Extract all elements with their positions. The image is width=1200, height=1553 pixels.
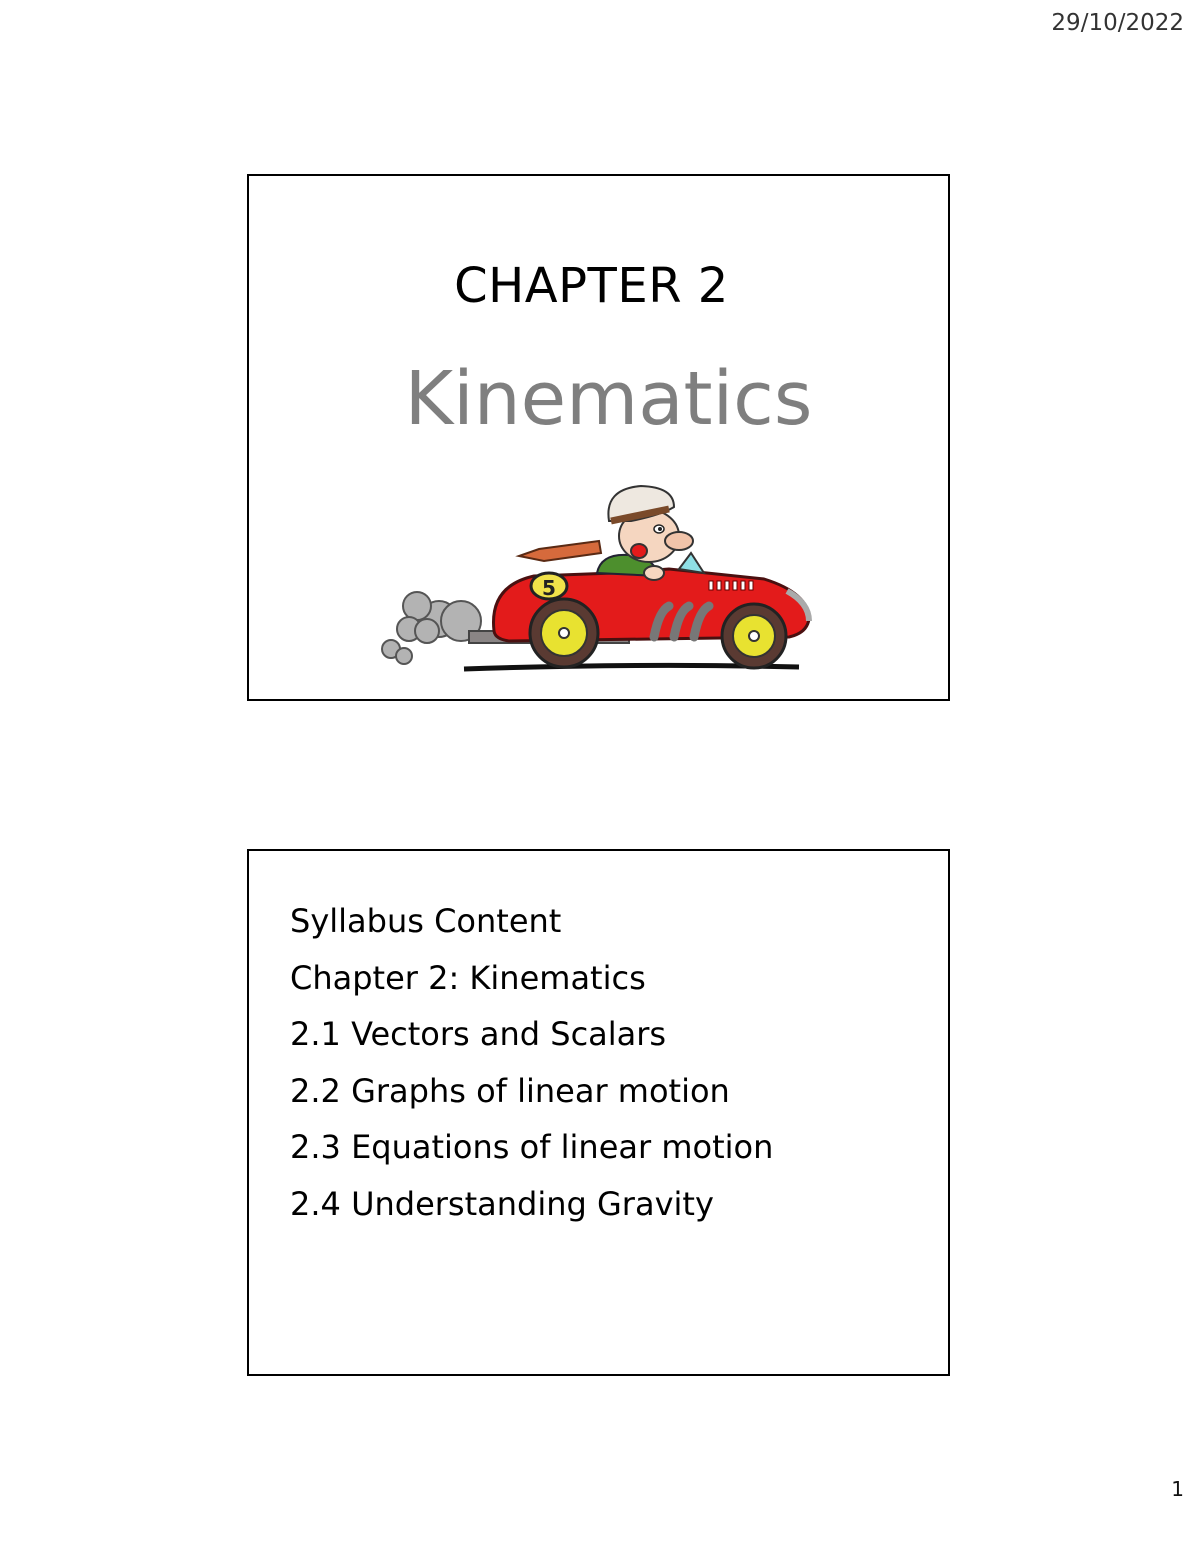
list-item: Chapter 2: Kinematics: [290, 958, 646, 997]
list-item: Syllabus Content: [290, 902, 562, 940]
list-item: 2.2 Graphs of linear motion: [290, 1071, 730, 1110]
slide-title: [247, 174, 950, 701]
race-car-cartoon-icon: [369, 481, 829, 681]
svg-text:5: 5: [542, 576, 556, 600]
list-item: 2.3 Equations of linear motion: [290, 1128, 774, 1166]
list-item: 2.1 Vectors and Scalars: [290, 1015, 667, 1053]
page-number: 1: [1171, 1477, 1184, 1501]
list-item: 2.4 Understanding Gravity: [290, 1184, 714, 1223]
chapter-heading: CHAPTER 2: [454, 258, 729, 314]
syllabus-list: [290, 893, 773, 1232]
slide-syllabus: [247, 849, 950, 1376]
header-date: 29/10/2022: [1051, 10, 1184, 36]
chapter-title: Kinematics: [404, 356, 813, 442]
